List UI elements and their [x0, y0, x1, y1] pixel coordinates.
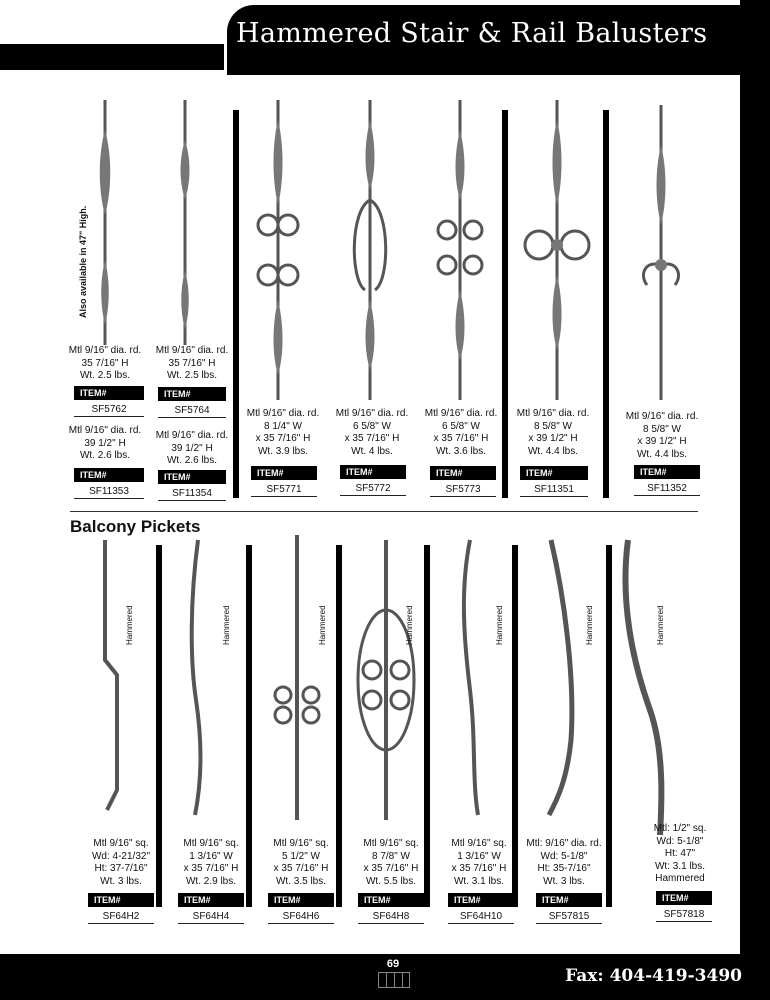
item-code-sf11354: SF11354	[158, 487, 226, 501]
hammered-label: Hammered	[318, 605, 327, 645]
baluster-sf5771-drawing	[240, 100, 320, 400]
baluster-sf11351-drawing	[515, 100, 595, 400]
spec-sf5773: Mtl 9/16" dia. rd. 6 5/8" W x 35 7/16" H Wt. 3.6 lbs.	[424, 408, 498, 457]
baluster-sf5772-drawing	[335, 100, 405, 400]
right-edge-bar	[740, 0, 770, 1000]
hammered-label: Hammered	[222, 605, 231, 645]
fax-number: Fax: 404-419-3490	[565, 966, 742, 986]
picket-sf64h8-drawing	[350, 540, 420, 820]
side-note: Also available in 47" High.	[78, 205, 88, 318]
picket-sf64h6-drawing	[265, 535, 325, 820]
item-badge: ITEM#	[358, 893, 424, 907]
item-code-sf64h10: SF64H10	[448, 910, 514, 924]
item-badge: ITEM#	[88, 893, 154, 907]
spec-sf11351: Mtl 9/16" dia. rd. 8 5/8" W x 39 1/2" H Wt. 4.4 lbs.	[516, 408, 590, 457]
item-code-sf64h6: SF64H6	[268, 910, 334, 924]
item-badge: ITEM#	[340, 465, 406, 479]
spec-sf11353: Mtl 9/16" dia. rd. 39 1/2" H Wt. 2.6 lbs.	[68, 425, 142, 461]
spec-sf64h8: Mtl 9/16" sq. 8 7/8" W x 35 7/16" H Wt. 5.5 lbs.	[363, 838, 419, 887]
item-code-sf64h2: SF64H2	[88, 910, 154, 924]
item-badge: ITEM#	[158, 470, 226, 484]
section-divider	[70, 511, 698, 512]
hammered-label: Hammered	[495, 605, 504, 645]
item-code-sf11353: SF11353	[74, 485, 144, 499]
spec-sf5771: Mtl 9/16" dia. rd. 8 1/4" W x 35 7/16" H Wt. 3.9 lbs.	[246, 408, 320, 457]
picket-sf57818-drawing	[620, 540, 670, 840]
baluster-sf5773-drawing	[425, 100, 495, 400]
baluster-sf5762-drawing	[90, 100, 120, 345]
item-badge: ITEM#	[656, 891, 712, 905]
picket-sf57815-drawing	[535, 540, 595, 820]
hammered-label: Hammered	[405, 605, 414, 645]
spec-sf64h4: Mtl 9/16" sq. 1 3/16" W x 35 7/16" H Wt. 2.9 lbs.	[183, 838, 239, 887]
item-code-sf64h8: SF64H8	[358, 910, 424, 924]
item-code-sf5762: SF5762	[74, 403, 144, 417]
hammered-label: Hammered	[585, 605, 594, 645]
item-badge: ITEM#	[536, 893, 602, 907]
item-code-sf11352: SF11352	[634, 482, 700, 496]
baluster-sf5764-drawing	[170, 100, 200, 345]
baluster-sf11352-drawing	[625, 105, 695, 405]
item-badge: ITEM#	[74, 468, 144, 482]
item-badge: ITEM#	[448, 893, 514, 907]
spec-sf64h10: Mtl 9/16" sq. 1 3/16" W x 35 7/16" H Wt. 3.1 lbs.	[451, 838, 507, 887]
item-code-sf57818: SF57818	[656, 908, 712, 922]
hammered-label: Hammered	[125, 605, 134, 645]
spec-sf64h2: Mtl 9/16" sq. Wd: 4-21/32" Ht: 37-7/16" Wt. 3 lbs.	[91, 838, 151, 887]
item-code-sf57815: SF57815	[536, 910, 602, 924]
spec-sf5764: Mtl 9/16" dia. rd. 35 7/16" H Wt. 2.5 lbs.	[155, 345, 229, 381]
item-badge: ITEM#	[634, 465, 700, 479]
spec-sf5762: Mtl 9/16" dia. rd. 35 7/16" H Wt. 2.5 lbs.	[68, 345, 142, 381]
spec-sf11354: Mtl 9/16" dia. rd. 39 1/2" H Wt. 2.6 lbs.	[155, 430, 229, 466]
item-code-sf5764: SF5764	[158, 404, 226, 418]
page-title: Hammered Stair & Rail Balusters	[236, 18, 708, 49]
item-badge: ITEM#	[158, 387, 226, 401]
item-badge: ITEM#	[178, 893, 244, 907]
separator-bar	[603, 110, 609, 498]
item-badge: ITEM#	[430, 466, 496, 480]
picket-sf64h10-drawing	[450, 540, 490, 820]
item-code-sf11351: SF11351	[520, 483, 588, 497]
item-code-sf5773: SF5773	[430, 483, 496, 497]
spec-sf57815: Mtl: 9/16" dia. rd. Wd: 5-1/8" Ht: 35-7/16" Wt. 3 lbs.	[526, 838, 602, 887]
spec-sf11352: Mtl 9/16" dia. rd. 8 5/8" W x 39 1/2" H Wt. 4.4 lbs.	[625, 411, 699, 460]
section-title: Balcony Pickets	[70, 517, 201, 536]
spec-sf5772: Mtl 9/16" dia. rd. 6 5/8" W x 35 7/16" H Wt. 4 lbs.	[335, 408, 409, 457]
item-badge: ITEM#	[251, 466, 317, 480]
item-badge: ITEM#	[268, 893, 334, 907]
hammered-label: Hammered	[656, 605, 665, 645]
item-badge: ITEM#	[520, 466, 588, 480]
item-code-sf64h4: SF64H4	[178, 910, 244, 924]
item-badge: ITEM#	[74, 386, 144, 400]
spec-sf57818: Mtl: 1/2" sq. Wd: 5-1/8" Ht: 47" Wt: 3.1 lbs. Hammered	[653, 823, 707, 884]
item-code-sf5772: SF5772	[340, 482, 406, 496]
page-number: 69	[386, 958, 400, 970]
picket-sf64h4-drawing	[180, 540, 210, 820]
picket-sf64h2-drawing	[95, 540, 135, 820]
page-icon	[378, 972, 410, 988]
item-code-sf5771: SF5771	[251, 483, 317, 497]
spec-sf64h6: Mtl 9/16" sq. 5 1/2" W x 35 7/16" H Wt. 3.5 lbs.	[273, 838, 329, 887]
